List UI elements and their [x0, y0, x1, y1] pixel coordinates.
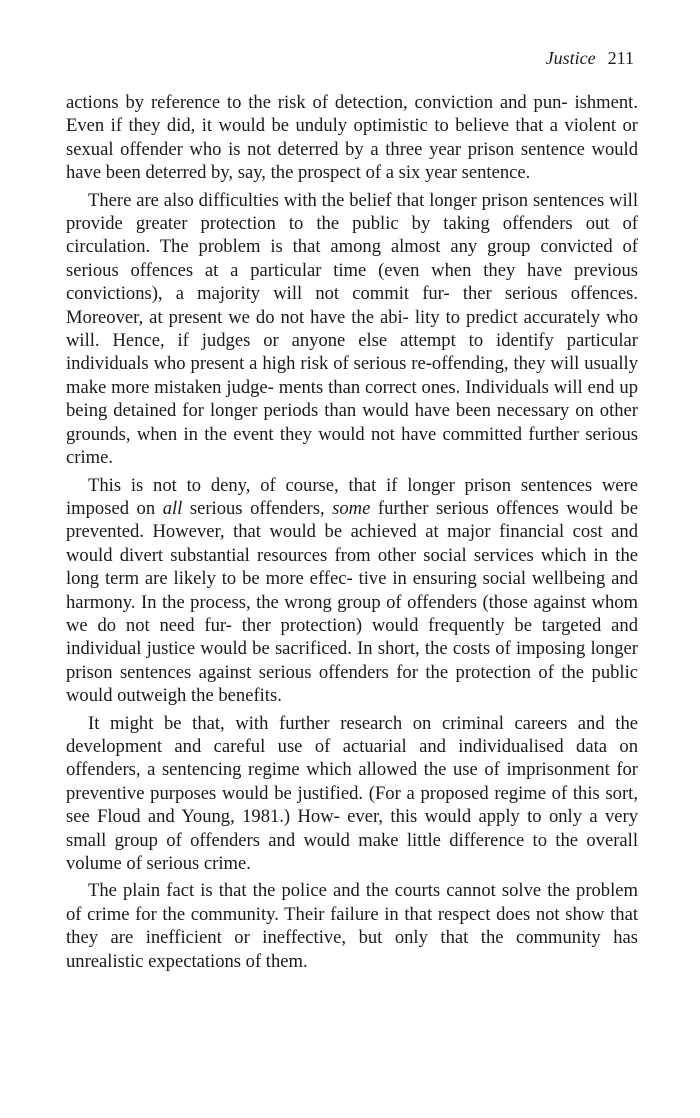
paragraph-text: The plain fact is that the police and the courts cannot solve the problem of crime for the community. Their failure in that respect does not show that they are inefficient or ineffective, but only that the community has unrealistic expectations of them. — [66, 880, 638, 972]
emphasis-some: some — [332, 497, 371, 519]
page-number: 211 — [607, 48, 634, 68]
running-title: Justice — [545, 48, 596, 68]
paragraph-text: actions by reference to the risk of detection, conviction and pun- ishment. Even if they did, it would be unduly optimistic to believe that a violent or sexual offender who is not deterred by a three year prison sentence would have been deterred by, say, the prospect of a six year sentence. — [66, 92, 638, 184]
paragraph-text: There are also difficulties with the belief that longer prison sentences will provide greater protection to the public by taking offenders out of circulation. The problem is that among almost any group convicted of serious offences at a particular time (even when they have previous convictions), a majority will not commit fur- ther serious offences. Moreover, at present we do not have the abi- lity to predict accurately who will. Hence, if judges or anyone else attempt to identify particular individuals who present a high risk of serious re-offending, they will usually make more mistaken judge- ments than correct ones. Individuals will end up being detained for longer periods than would have been necessary on other grounds, when in the event they would not have committed further serious crime. — [66, 189, 638, 469]
paragraph-text: It might be that, with further research on criminal careers and the development and careful use of actuarial and individualised data on offenders, a sentencing regime which allowed the use of imprisonment for preventive purposes would be justified. (For a proposed regime of this sort, see Floud and Young, 1981.) How- ever, this would apply to only a very small group of offenders and would make little difference to the overall volume of serious crime. — [66, 712, 638, 874]
paragraph-2 — [66, 189, 638, 470]
paragraph-3 — [66, 474, 638, 708]
paragraph-text: serious offenders, — [182, 497, 333, 519]
paragraph-text: This is not to deny, of course, that if longer prison sentences were imposed on — [66, 474, 638, 519]
paragraph-5 — [66, 879, 638, 973]
paragraph-text: further serious offences would be prevented. However, that would be achieved at major financial cost and would divert substantial resources from other social services which in the long term are likely to be more effec- tive in ensuring social wellbeing and harmony. In the process, the wrong group of offenders (those against whom we do not need fur- ther protection) would frequently be targeted and individual justice would be sacrificed. In short, the costs of imposing longer prison sentences against serious offenders for the protection of the public would outweigh the benefits. — [66, 497, 638, 707]
running-header — [546, 46, 634, 70]
emphasis-all: all — [162, 497, 183, 519]
body-text — [66, 91, 638, 973]
paragraph-4 — [66, 712, 638, 876]
paragraph-1 — [66, 91, 638, 185]
